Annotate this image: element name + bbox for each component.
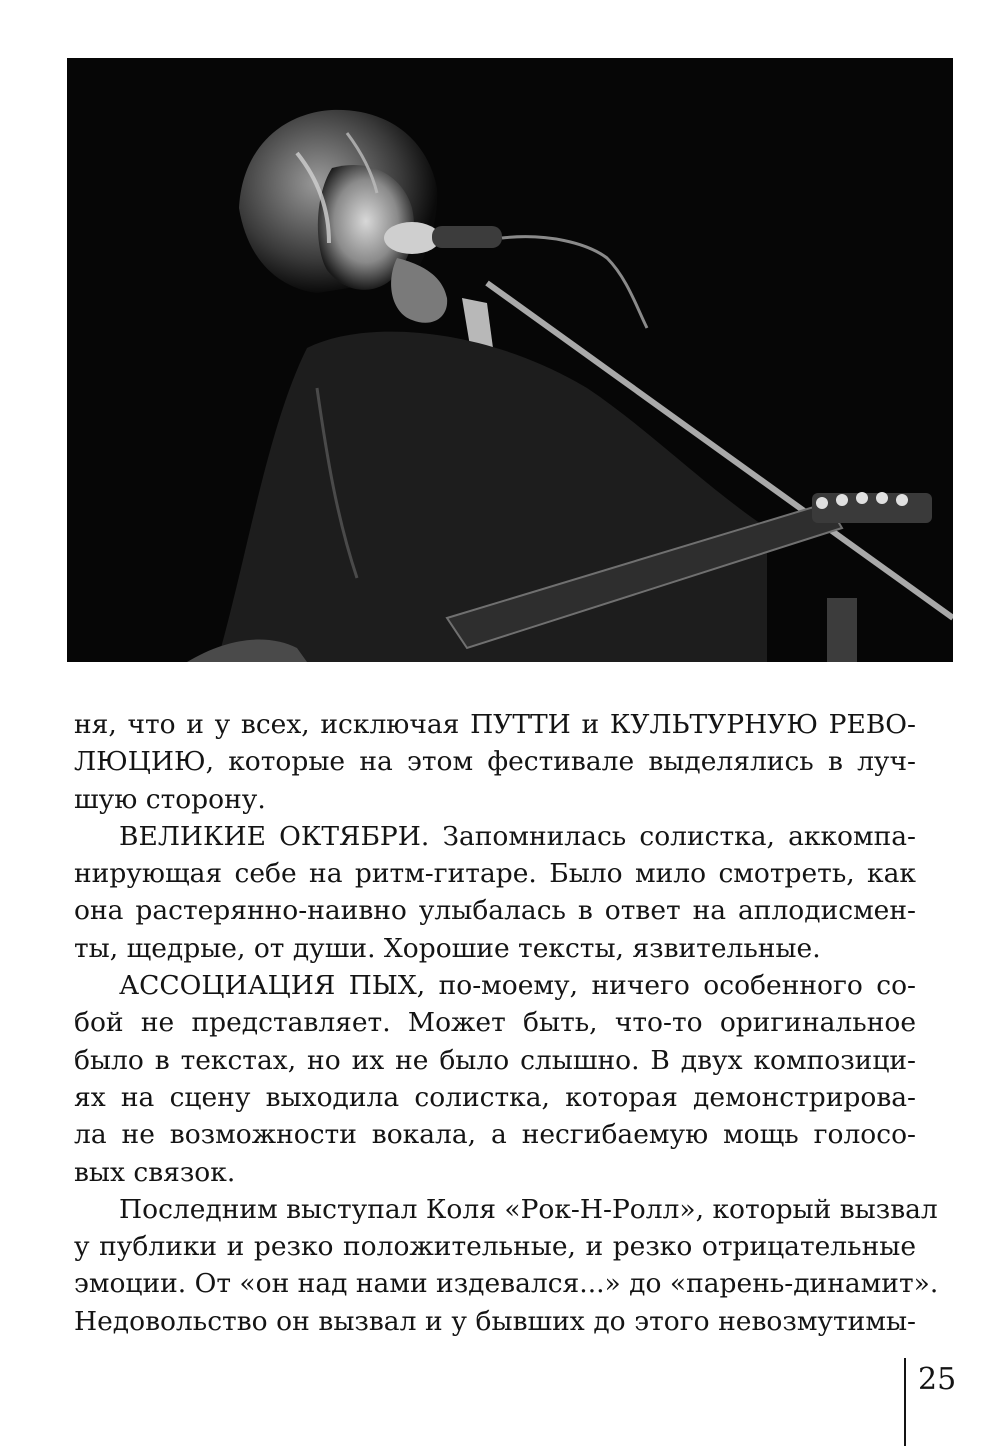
text-line: шую сторону. [74, 783, 266, 815]
paragraph-2 [74, 818, 916, 967]
text-line: ты, щедрые, от души. Хорошие тексты, язвительные. [74, 932, 821, 964]
text-line: у публики и резко положительные, и резко отрицательные [74, 1231, 916, 1263]
text-line: Недовольство он вызвал и у бывших до этого невозмутимы- [74, 1305, 916, 1337]
text-line: ла не возможности вокала, а несгибаемую мощь голосо- [74, 1119, 916, 1151]
text-line: ЛЮЦИЮ, которые на этом фестивале выделялись в луч- [74, 746, 916, 778]
concert-photo-drawing [67, 58, 953, 662]
text-line: ВЕЛИКИЕ ОКТЯБРИ. Запомнилась солистка, аккомпа- [119, 820, 916, 852]
concert-photo [67, 58, 953, 662]
text-line: эмоции. От «он над нами издевался...» до «парень-динамит». [74, 1268, 939, 1300]
text-line: АССОЦИАЦИЯ ПЫХ, по-моему, ничего особенного со- [119, 970, 916, 1002]
text-line: было в текстах, но их не было слышно. В двух композици- [74, 1044, 916, 1076]
paragraph-4 [74, 1191, 939, 1340]
page-number-rule [904, 1358, 906, 1446]
text-line: ня, что и у всех, исключая ПУТТИ и КУЛЬТУРНУЮ РЕВО- [74, 709, 916, 740]
page-number: 25 [918, 1362, 957, 1397]
paragraph-1 [74, 706, 916, 818]
text-line: нирующая себе на ритм-гитаре. Было мило смотреть, как [74, 858, 916, 890]
article-text [74, 706, 939, 1340]
paragraph-3 [74, 967, 916, 1191]
text-line: вых связок. [74, 1156, 236, 1188]
text-line: она растерянно-наивно улыбалась в ответ на аплодисмен- [74, 895, 916, 927]
text-line: бой не представляет. Может быть, что-то оригинальное [74, 1007, 916, 1039]
text-line: ях на сцену выходила солистка, которая демонстрирова- [74, 1081, 916, 1113]
text-line: Последним выступал Коля «Рок-Н-Ролл», который вызвал [119, 1193, 938, 1225]
